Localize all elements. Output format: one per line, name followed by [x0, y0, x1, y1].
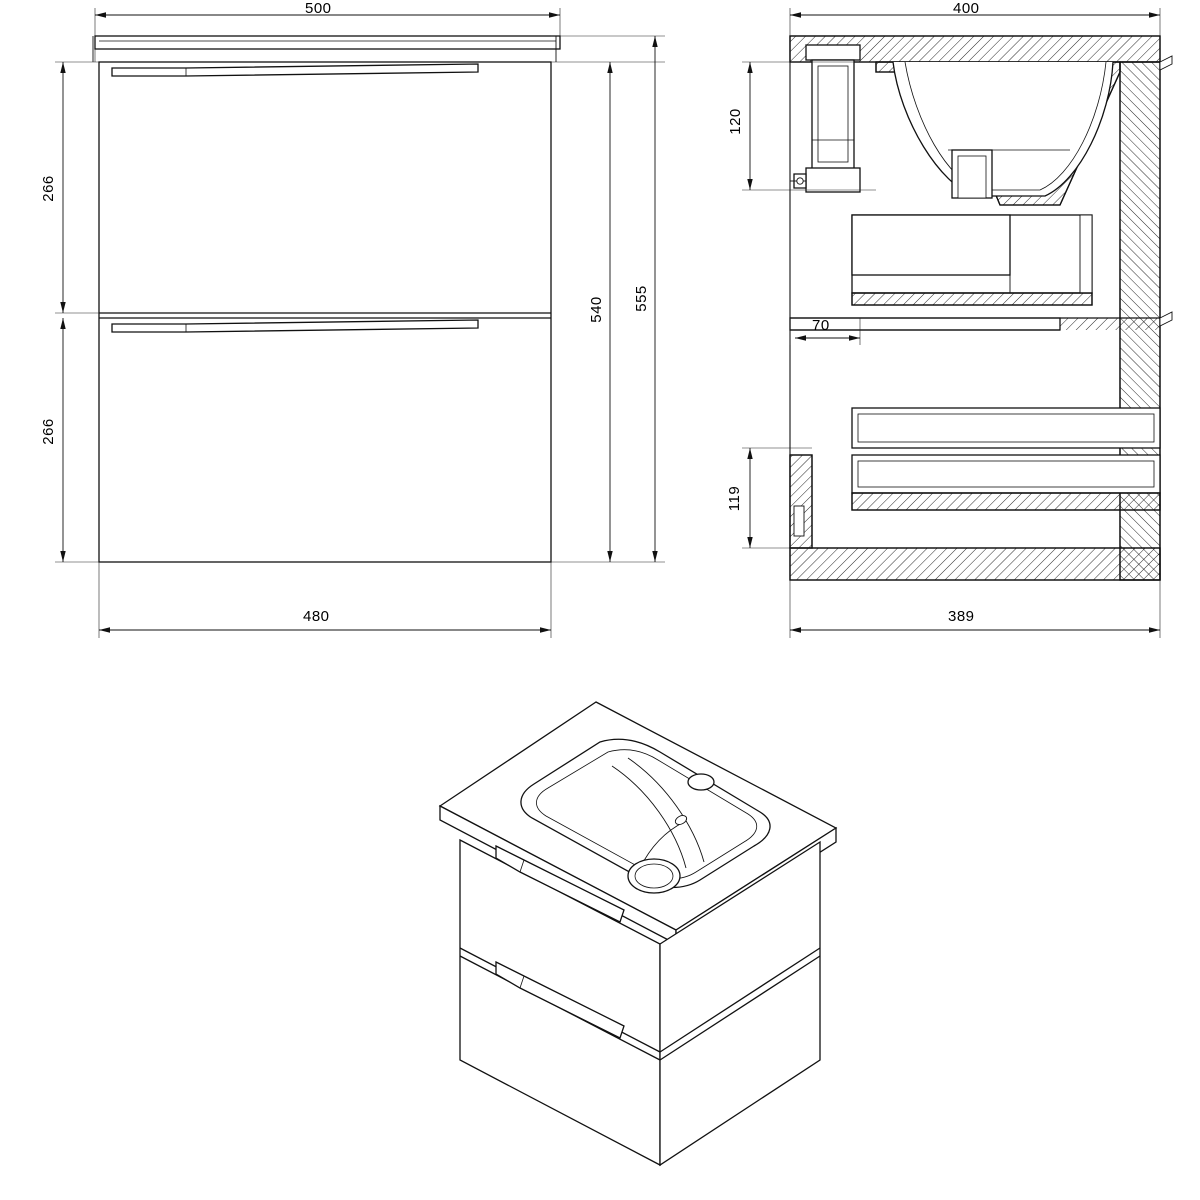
dim-front-bottom-drawer-height: 266 — [39, 418, 57, 445]
dim-side-offset: 70 — [812, 317, 830, 334]
dim-front-overall-width: 500 — [305, 0, 332, 17]
dim-front-top-drawer-height: 266 — [39, 175, 57, 202]
dim-front-cabinet-width: 480 — [303, 608, 330, 625]
side-section-geometry — [790, 36, 1172, 580]
dim-front-total-height: 555 — [632, 285, 650, 312]
isometric-view-geometry — [440, 702, 836, 1165]
dim-front-cabinet-height: 540 — [587, 296, 605, 323]
dim-side-cabinet-depth: 389 — [948, 608, 975, 625]
dim-side-lower-drawer-height: 119 — [726, 485, 744, 512]
front-elevation-geometry — [93, 36, 560, 562]
dim-side-overall-depth: 400 — [953, 0, 980, 17]
dim-side-basin-height: 120 — [726, 108, 744, 135]
